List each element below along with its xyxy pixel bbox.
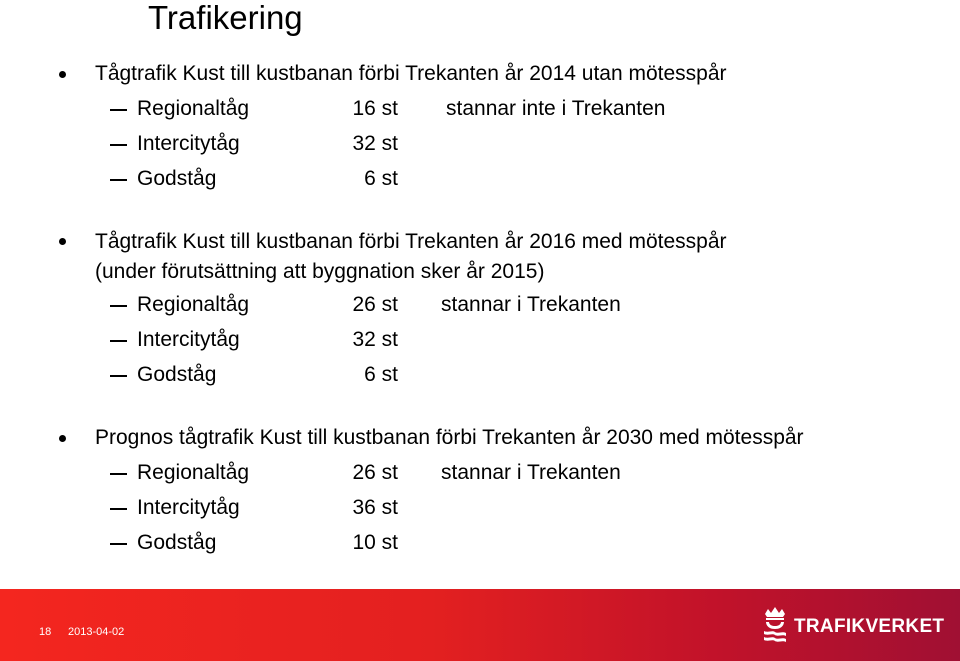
train-type: Intercitytåg	[137, 328, 240, 351]
logo-text: TRAFIKVERKET	[794, 616, 945, 637]
page-number: 18	[39, 626, 52, 638]
train-type: Regionaltåg	[137, 461, 250, 484]
train-note: stannar i Trekanten	[441, 293, 621, 316]
dash-marker	[110, 179, 127, 181]
dash-marker	[110, 340, 127, 342]
train-count: 36 st	[352, 496, 398, 519]
bullet-dot	[59, 71, 66, 78]
train-type: Regionaltåg	[137, 97, 250, 120]
train-count: 10 st	[352, 531, 398, 554]
train-type: Godståg	[137, 531, 217, 554]
dash-marker	[110, 109, 127, 111]
dash-marker	[110, 375, 127, 377]
train-type: Godståg	[137, 167, 217, 190]
dash-marker	[110, 144, 127, 146]
train-count: 26 st	[352, 293, 398, 316]
bullet-dot	[59, 238, 66, 245]
train-count: 32 st	[352, 132, 398, 155]
footer-bar	[0, 589, 960, 661]
train-note: stannar inte i Trekanten	[446, 97, 666, 120]
train-count: 6 st	[364, 363, 398, 386]
page-title: Trafikering	[148, 0, 303, 36]
train-type: Godståg	[137, 363, 217, 386]
footer-date: 2013-04-02	[68, 626, 125, 638]
section-heading-line2: (under förutsättning att byggnation sker år 2015)	[95, 260, 545, 283]
dash-marker	[110, 543, 127, 545]
train-count: 32 st	[352, 328, 398, 351]
section-heading: Tågtrafik Kust till kustbanan förbi Trekanten år 2016 med mötesspår	[95, 230, 727, 253]
dash-marker	[110, 508, 127, 510]
train-type: Intercitytåg	[137, 496, 240, 519]
dash-marker	[110, 473, 127, 475]
train-count: 6 st	[364, 167, 398, 190]
section-heading: Tågtrafik Kust till kustbanan förbi Trekanten år 2014 utan mötesspår	[95, 62, 727, 85]
train-note: stannar i Trekanten	[441, 461, 621, 484]
train-type: Intercitytåg	[137, 132, 240, 155]
bullet-dot	[59, 435, 66, 442]
dash-marker	[110, 305, 127, 307]
train-count: 26 st	[352, 461, 398, 484]
train-type: Regionaltåg	[137, 293, 250, 316]
section-heading: Prognos tågtrafik Kust till kustbanan förbi Trekanten år 2030 med mötesspår	[95, 426, 804, 449]
crown-emblem-icon	[762, 605, 788, 643]
train-count: 16 st	[352, 97, 398, 120]
